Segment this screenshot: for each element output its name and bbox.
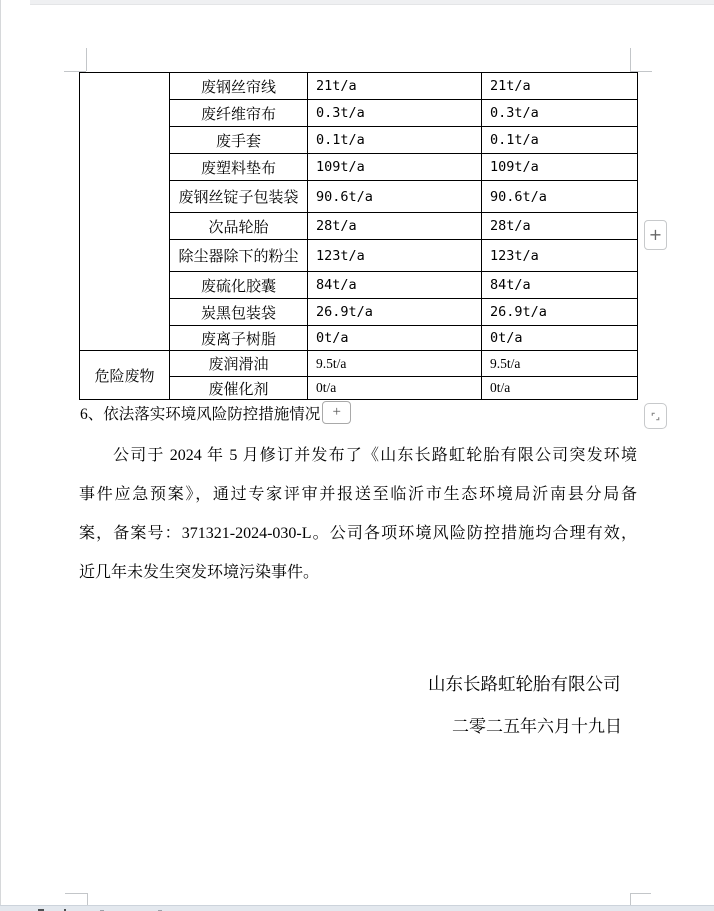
value-cell-1: 26.9t/a [308,299,482,326]
value-cell-2: 109t/a [482,154,638,181]
value-cell-2: 84t/a [482,272,638,299]
value-cell-1: 84t/a [308,272,482,299]
value-cell-1: 0.1t/a [308,127,482,154]
value-cell-1: 0t/a [308,377,482,400]
waste-name-cell: 废硫化胶囊 [170,272,308,299]
waste-name-cell: 废钢丝帘线 [170,73,308,100]
value-cell-1: 90.6t/a [308,181,482,213]
margin-mark-bottom-left-h [65,893,87,894]
paragraph-line: 公司于 2024 年 5 月修订并发布了《山东长路虹轮胎有限公司突发环境 [113,447,637,464]
margin-mark-bottom-right-h [630,893,651,894]
value-cell-2: 0.3t/a [482,100,638,127]
waste-name-cell: 废塑料垫布 [170,154,308,181]
waste-name-cell: 废手套 [170,127,308,154]
value-cell-1: 0t/a [308,326,482,351]
paragraph-line: 案，备案号：371321-2024-030-L。公司各项环境风险防控措施均合理有效， [79,525,637,542]
waste-name-cell: 炭黑包装袋 [170,299,308,326]
value-cell-2: 0t/a [482,326,638,351]
waste-table [79,72,638,400]
waste-name-cell: 废钢丝锭子包装袋 [170,181,308,213]
group-cell-hazardous: 危险废物 [80,351,170,400]
value-cell-2: 9.5t/a [482,351,638,377]
value-cell-2: 90.6t/a [482,181,638,213]
value-cell-2: 21t/a [482,73,638,100]
value-cell-1: 9.5t/a [308,351,482,377]
margin-mark-bottom-right-v [630,893,631,905]
value-cell-1: 123t/a [308,240,482,272]
page-gap [0,905,714,911]
value-cell-1: 21t/a [308,73,482,100]
table-row [80,73,638,100]
group-cell-general [80,73,170,351]
value-cell-1: 109t/a [308,154,482,181]
paragraph-line: 近几年未发生突发环境污染事件。 [79,564,320,581]
value-cell-2: 28t/a [482,213,638,240]
value-cell-1: 0.3t/a [308,100,482,127]
value-cell-2: 0.1t/a [482,127,638,154]
expand-handle-button[interactable] [644,403,667,429]
value-cell-2: 123t/a [482,240,638,272]
waste-name-cell: 次品轮胎 [170,213,308,240]
waste-name-cell: 废催化剂 [170,377,308,400]
waste-name-cell: 废离子树脂 [170,326,308,351]
section-heading-row [80,401,351,424]
value-cell-1: 28t/a [308,213,482,240]
waste-name-cell: 废润滑油 [170,351,308,377]
signature-company: 山东长路虹轮胎有限公司 [428,674,621,694]
window-top-edge [30,0,714,5]
signature-date: 二零二五年六月十九日 [452,717,622,736]
window-left-edge [0,0,1,911]
waste-name-cell: 废纤维帘布 [170,100,308,127]
section-heading: 6、依法落实环境风险防控措施情况 [80,405,321,423]
value-cell-2: 26.9t/a [482,299,638,326]
table-row [80,351,638,377]
margin-mark-top-left-v [86,48,87,71]
value-cell-2: 0t/a [482,377,638,400]
expand-corners-icon [650,411,661,422]
body-paragraph [79,436,637,592]
inline-plus-button[interactable]: + [322,401,351,424]
side-plus-button[interactable]: + [644,220,667,250]
margin-mark-bottom-left-v [87,893,88,905]
waste-name-cell: 除尘器除下的粉尘 [170,240,308,272]
margin-mark-top-right-v [630,48,631,71]
paragraph-line: 事件应急预案》，通过专家评审并报送至临沂市生态环境局沂南县分局备 [79,486,637,503]
